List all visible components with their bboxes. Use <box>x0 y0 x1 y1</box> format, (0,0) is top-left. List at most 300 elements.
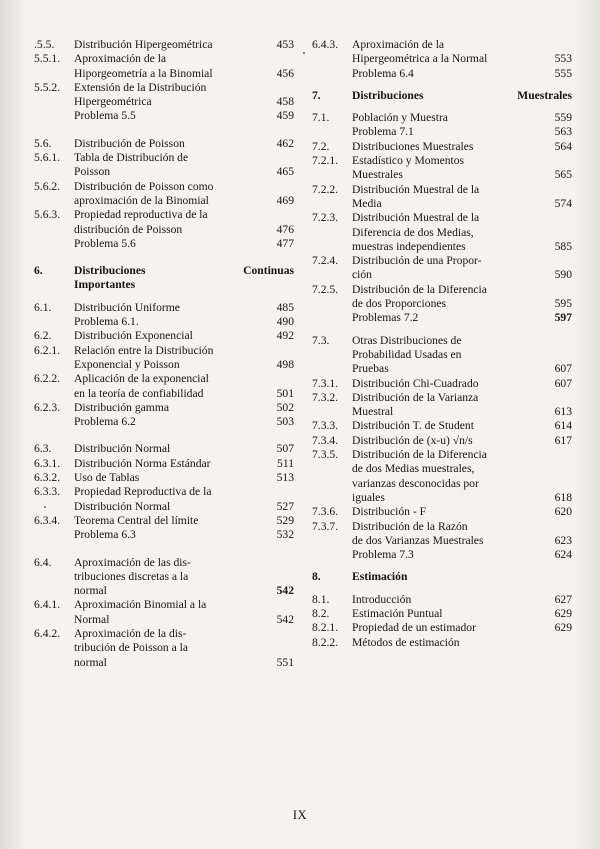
toc-entry[interactable] <box>312 607 574 621</box>
toc-entry-line <box>74 442 294 456</box>
toc-entry-title: Distribución Normal <box>74 442 171 456</box>
toc-entry-number: 6.4.3. <box>312 38 339 51</box>
toc-entry-line <box>74 528 294 542</box>
toc-entry-line <box>352 52 572 66</box>
toc-entry[interactable] <box>312 419 574 433</box>
toc-entry-page: 490 <box>276 315 294 329</box>
toc-entry-line <box>352 111 572 125</box>
toc-entry-line <box>74 627 294 641</box>
toc-entry-line <box>74 38 294 52</box>
toc-entry-line <box>352 283 572 297</box>
toc-entry-body <box>352 593 574 607</box>
toc-entry-title: Pruebas <box>352 362 389 376</box>
toc-entry[interactable] <box>312 448 574 505</box>
toc-entry-body <box>74 208 296 251</box>
toc-entry-line <box>74 656 294 670</box>
toc-entry-body <box>352 607 574 621</box>
toc-entry-title: Problema 6.1. <box>74 315 139 329</box>
toc-entry-line <box>74 151 294 165</box>
toc-entry[interactable] <box>312 593 574 607</box>
toc-entry-title: Hiporgeometría a la Binomial <box>74 66 213 80</box>
toc-entry-title: Propiedad de un estimador <box>352 621 476 635</box>
toc-entry-line <box>352 254 572 268</box>
toc-entry-title: Hipergeométrica <box>74 95 152 109</box>
toc-entry-line <box>352 211 572 225</box>
toc-entry-body <box>352 154 574 183</box>
toc-entry-page: 465 <box>276 165 294 179</box>
toc-entry-title: Aproximación de las dis- <box>74 555 191 569</box>
toc-column-left <box>34 38 296 670</box>
toc-entry-body <box>352 505 574 519</box>
toc-entry-line <box>74 401 294 415</box>
toc-entry-line <box>74 372 294 386</box>
toc-entry-title: Distribuciones Muestrales <box>352 139 474 153</box>
toc-entry[interactable] <box>34 471 296 485</box>
toc-entry-title: normal <box>74 584 107 598</box>
toc-entry-title: de dos Varianzas Muestrales <box>352 533 484 547</box>
toc-entry-number: 7.2. <box>312 139 330 153</box>
toc-entry-title: Propiedad Reproductiva de la <box>74 485 212 499</box>
toc-entry[interactable] <box>34 485 296 514</box>
toc-entry-body <box>352 448 574 505</box>
toc-entry-body <box>352 391 574 420</box>
toc-chapter-title-part1: Distribuciones <box>74 264 146 278</box>
toc-entry-line <box>352 621 572 635</box>
toc-entry-line <box>74 613 294 627</box>
toc-entry-line <box>74 570 294 584</box>
toc-entry-page: 511 <box>277 456 294 470</box>
toc-entry-line <box>352 268 572 282</box>
toc-entry-title: Distribución Chi-Cuadrado <box>352 376 479 390</box>
toc-entry[interactable] <box>34 442 296 456</box>
toc-entry[interactable] <box>312 254 574 283</box>
toc-entry-page: 551 <box>276 655 294 669</box>
toc-entry-number: 6.2.3. <box>34 400 61 414</box>
toc-entry-page: 456 <box>276 66 294 80</box>
toc-entry-body <box>74 301 296 330</box>
toc-entry-page: 498 <box>276 357 294 371</box>
page-left-edge-shadow <box>0 0 26 849</box>
toc-entry-line <box>352 140 572 154</box>
toc-entry-title: de dos Proporciones <box>352 297 447 311</box>
toc-entry-line <box>352 38 572 52</box>
toc-entry-line <box>74 237 294 251</box>
toc-entry-body <box>352 111 574 140</box>
toc-entry-body <box>352 520 574 563</box>
toc-entry-page: 607 <box>554 362 572 376</box>
toc-entry[interactable] <box>312 391 574 420</box>
toc-entry-page: 624 <box>554 548 572 562</box>
toc-entry-title: Estadístico y Momentos <box>352 154 465 168</box>
toc-entry-line <box>352 548 572 562</box>
toc-entry-title: varianzas desconocidas por <box>352 476 479 490</box>
toc-entry-title: Muestral <box>352 405 394 419</box>
toc-group-spacer <box>34 124 296 137</box>
toc-entry-page: 597 <box>554 311 572 325</box>
toc-entry[interactable] <box>312 283 574 326</box>
toc-entry-title: iguales <box>352 490 385 504</box>
toc-entry[interactable] <box>312 636 574 650</box>
toc-entry-number: 7.3. <box>312 333 330 347</box>
toc-entry-title: Distribución Muestral de la <box>352 211 480 225</box>
toc-group-spacer <box>312 585 574 593</box>
toc-group-spacer <box>34 293 296 301</box>
toc-entry-body <box>74 38 296 52</box>
toc-entry-page: 565 <box>554 168 572 182</box>
toc-entry-title: Extensión de la Distribución <box>74 80 207 94</box>
toc-entry-title: Distribución de Poisson <box>74 136 185 150</box>
toc-entry-line <box>74 165 294 179</box>
toc-entry-title: Distribución Normal <box>74 499 171 513</box>
toc-entry-line <box>352 67 572 81</box>
toc-entry-line <box>74 180 294 194</box>
toc-entry-title: Distribución de la Diferencia <box>352 448 487 462</box>
toc-chapter-number: 7. <box>312 88 321 102</box>
toc-entry-body <box>74 514 296 543</box>
toc-entry-title: Distribución de la Varianza <box>352 390 479 404</box>
toc-entry-line <box>74 137 294 151</box>
toc-entry-page: 453 <box>276 38 294 51</box>
toc-entry-body <box>352 254 574 283</box>
toc-entry-title: Hipergeométrica a la Normal <box>352 52 488 66</box>
toc-entry[interactable] <box>34 627 296 670</box>
toc-entry-page: 585 <box>554 239 572 253</box>
toc-entry-number: 7.1. <box>312 111 330 125</box>
toc-entry-page: 542 <box>276 584 294 598</box>
toc-entry-number: 6.2. <box>34 329 52 343</box>
toc-entry[interactable] <box>34 301 296 330</box>
toc-chapter[interactable] <box>34 264 296 293</box>
toc-entry-title: Introducción <box>352 592 412 606</box>
toc-entry-title: Aproximación de la <box>352 38 445 51</box>
toc-chapter-body <box>352 570 574 584</box>
toc-entry-number: 5.6. <box>34 136 52 150</box>
toc-entry-page: 629 <box>554 621 572 635</box>
toc-group-spacer <box>34 429 296 442</box>
toc-entry-page: 574 <box>554 196 572 210</box>
toc-entry[interactable] <box>34 344 296 373</box>
toc-entry-page: 529 <box>276 513 294 527</box>
toc-entry-line <box>74 81 294 95</box>
toc-entry-number: 5.5.2. <box>34 80 61 94</box>
toc-entry-line <box>352 183 572 197</box>
toc-entry-title: Normal <box>74 612 110 626</box>
toc-entry[interactable] <box>34 137 296 151</box>
toc-entry[interactable] <box>34 81 296 124</box>
toc-entry-number: 7.3.2. <box>312 390 339 404</box>
toc-entry-line <box>352 240 572 254</box>
toc-entry-body <box>352 434 574 448</box>
toc-entry-line <box>352 168 572 182</box>
toc-entry[interactable] <box>34 151 296 180</box>
toc-entry-title: ción <box>352 268 372 282</box>
toc-entry-number: 6.3.1. <box>34 456 61 470</box>
toc-entry-title: muestras independientes <box>352 239 466 253</box>
toc-entry-page: 553 <box>554 52 572 66</box>
toc-chapter-title-row <box>352 89 572 103</box>
toc-entry-number: 5.6.2. <box>34 179 61 193</box>
toc-entry-page: 563 <box>554 125 572 139</box>
toc-entry-body <box>352 377 574 391</box>
toc-entry-number: 7.3.7. <box>312 519 339 533</box>
toc-entry-line <box>352 405 572 419</box>
toc-entry-line <box>352 348 572 362</box>
toc-entry-line <box>352 226 572 240</box>
page-right-edge-shadow <box>574 0 600 849</box>
toc-entry-title: aproximación de la Binomial <box>74 193 209 207</box>
toc-chapter-title-part1: Estimación <box>352 570 408 584</box>
toc-entry[interactable] <box>34 556 296 599</box>
toc-entry-line <box>74 109 294 123</box>
toc-entry-body <box>74 137 296 151</box>
toc-entry-number: 8.2.2. <box>312 635 339 649</box>
toc-entry-line <box>74 457 294 471</box>
toc-entry-page: 620 <box>554 505 572 519</box>
toc-entry[interactable] <box>34 401 296 430</box>
toc-entry-title: normal <box>74 655 107 669</box>
toc-entry-body <box>352 283 574 326</box>
toc-entry-body <box>352 140 574 154</box>
toc-entry-line <box>74 344 294 358</box>
toc-chapter-body <box>74 264 296 293</box>
toc-entry-number: 7.2.4. <box>312 254 339 268</box>
toc-entry-title: de dos Medias muestrales, <box>352 462 475 476</box>
toc-entry-title: Distribución T. de Student <box>352 419 474 433</box>
toc-entry-line <box>352 362 572 376</box>
toc-entry-title: Problema 7.3 <box>352 548 414 562</box>
toc-entry-line <box>74 52 294 66</box>
toc-entry-page: 607 <box>554 376 572 390</box>
toc-entry-line <box>352 607 572 621</box>
toc-entry-page: 501 <box>276 386 294 400</box>
toc-entry-number: 7.2.2. <box>312 182 339 196</box>
toc-group-spacer <box>312 326 574 334</box>
toc-entry-number: 6.3.3. <box>34 485 61 499</box>
toc-entry-number: .5.5. <box>34 38 55 51</box>
toc-entry-page: 542 <box>276 612 294 626</box>
toc-entry-page: 503 <box>276 415 294 429</box>
toc-entry[interactable] <box>34 514 296 543</box>
toc-entry-page: 595 <box>554 297 572 311</box>
toc-entry-number: 6.4.1. <box>34 598 61 612</box>
toc-entry-number: 5.6.1. <box>34 151 61 165</box>
toc-entry-page: 629 <box>554 606 572 620</box>
scan-speck <box>303 52 305 54</box>
toc-entry-line <box>352 534 572 548</box>
toc-entry-title: Uso de Tablas <box>74 471 140 485</box>
toc-entry-line <box>74 514 294 528</box>
toc-entry-title: Tabla de Distribución de <box>74 151 189 165</box>
toc-entry-number: 8.1. <box>312 592 330 606</box>
toc-entry-line <box>352 297 572 311</box>
toc-entry-number: 7.3.4. <box>312 433 339 447</box>
toc-entry-body <box>352 636 574 650</box>
toc-entry-line <box>74 67 294 81</box>
toc-entry-line <box>74 387 294 401</box>
toc-entry-page: 559 <box>554 111 572 125</box>
toc-entry-page: 614 <box>554 419 572 433</box>
toc-entry-number: 7.3.1. <box>312 376 339 390</box>
toc-entry-page: 527 <box>276 499 294 513</box>
toc-entry-number: 6.4. <box>34 555 52 569</box>
toc-chapter-title-line2: Importantes <box>74 278 136 292</box>
toc-entry-title: Métodos de estimación <box>352 635 460 649</box>
toc-entry-number: 7.2.3. <box>312 211 339 225</box>
toc-entry-body <box>352 334 574 377</box>
toc-entry-page: 513 <box>276 471 294 485</box>
toc-entry-number: 7.3.5. <box>312 448 339 462</box>
toc-entry-title: Distribución - F <box>352 505 427 519</box>
toc-entry[interactable] <box>312 140 574 154</box>
toc-entry-number: 7.2.5. <box>312 282 339 296</box>
toc-entry-line <box>352 197 572 211</box>
toc-entry-title: Aproximación de la <box>74 52 167 66</box>
toc-entry-title: Exponencial y Poisson <box>74 357 180 371</box>
toc-entry-number: 7.2.1. <box>312 154 339 168</box>
toc-entry-line <box>352 462 572 476</box>
toc-entry-title: Probabilidad Usadas en <box>352 347 462 361</box>
toc-entry[interactable] <box>312 520 574 563</box>
toc-entry-title: Aproximación Binomial a la <box>74 598 207 612</box>
toc-entry-body <box>352 183 574 212</box>
toc-entry[interactable] <box>312 38 574 81</box>
toc-entry[interactable] <box>312 334 574 377</box>
toc-entry[interactable] <box>34 38 296 52</box>
toc-entry-body <box>74 471 296 485</box>
toc-entry-line <box>352 636 572 650</box>
toc-entry-body <box>74 442 296 456</box>
toc-entry[interactable] <box>34 372 296 401</box>
toc-entry-title: Distribución de la Razón <box>352 519 468 533</box>
toc-entry-page: 532 <box>276 528 294 542</box>
toc-entry-line <box>74 641 294 655</box>
toc-group-spacer <box>34 543 296 556</box>
toc-entry-title: Distribución Muestral de la <box>352 182 480 196</box>
toc-entry-body <box>74 344 296 373</box>
toc-entry-line <box>352 391 572 405</box>
toc-entry-body <box>352 211 574 254</box>
toc-entry-body <box>74 598 296 627</box>
toc-entry-title: Distribución Hipergeométrica <box>74 38 213 51</box>
toc-entry-line <box>74 598 294 612</box>
toc-entry-line <box>352 448 572 462</box>
toc-entry-body <box>74 556 296 599</box>
toc-entry-title: tribución de Poisson a la <box>74 641 188 655</box>
toc-entry-title: Distribución de una Propor- <box>352 254 482 268</box>
toc-chapter[interactable] <box>312 570 574 584</box>
toc-entry-page: 477 <box>276 236 294 250</box>
toc-entry-line <box>352 311 572 325</box>
toc-entry-line <box>352 377 572 391</box>
toc-entry-number: 6.2.2. <box>34 372 61 386</box>
toc-entry[interactable] <box>312 434 574 448</box>
toc-entry[interactable] <box>34 598 296 627</box>
toc-entry-body <box>352 621 574 635</box>
toc-entry-page: 555 <box>554 66 572 80</box>
toc-chapter-number: 6. <box>34 264 43 278</box>
toc-entry[interactable] <box>312 183 574 212</box>
toc-entry[interactable] <box>312 377 574 391</box>
toc-entry[interactable] <box>34 457 296 471</box>
toc-entry-page: 469 <box>276 193 294 207</box>
toc-chapter-title-part1: Distribuciones <box>352 88 424 102</box>
toc-entry-line <box>74 415 294 429</box>
toc-entry-body <box>74 81 296 124</box>
toc-entry-body <box>74 151 296 180</box>
toc-entry-body <box>352 38 574 81</box>
toc-entry-page: 459 <box>276 109 294 123</box>
toc-chapter[interactable] <box>312 89 574 103</box>
toc-entry-line <box>74 315 294 329</box>
toc-entry-body <box>352 419 574 433</box>
toc-entry[interactable] <box>312 505 574 519</box>
toc-entry-page: 564 <box>554 139 572 153</box>
toc-entry-body <box>74 372 296 401</box>
toc-entry-number: 7.3.6. <box>312 505 339 519</box>
toc-group-spacer <box>312 562 574 570</box>
toc-entry-title: Problemas 7.2 <box>352 311 419 325</box>
toc-entry-title: Población y Muestra <box>352 111 448 125</box>
toc-entry-body <box>74 401 296 430</box>
toc-entry[interactable] <box>312 154 574 183</box>
toc-entry-line <box>74 95 294 109</box>
toc-entry-body <box>74 627 296 670</box>
toc-entry-title: Problema 5.5 <box>74 109 136 123</box>
toc-entry-title: distribución de Poisson <box>74 222 183 236</box>
toc-entry-title: Otras Distribuciones de <box>352 333 462 347</box>
toc-entry-number: 5.6.3. <box>34 208 61 222</box>
toc-entry-title: Problema 6.3 <box>74 528 136 542</box>
toc-column-right <box>312 38 574 650</box>
toc-entry-body <box>74 180 296 209</box>
toc-entry-page: 618 <box>554 490 572 504</box>
toc-entry-title: Media <box>352 196 382 210</box>
toc-entry-title: Teorema Central del límite <box>74 513 199 527</box>
toc-chapter-body <box>352 89 574 103</box>
toc-group-spacer <box>312 103 574 111</box>
toc-entry-body <box>74 329 296 343</box>
toc-entry-body <box>74 52 296 81</box>
toc-entry[interactable] <box>312 111 574 140</box>
toc-entry-line <box>352 491 572 505</box>
toc-entry[interactable] <box>312 621 574 635</box>
toc-entry-line <box>74 208 294 222</box>
toc-entry-page: 458 <box>276 95 294 109</box>
toc-group-spacer <box>34 251 296 264</box>
toc-entry-line <box>352 593 572 607</box>
toc-entry-number: 8.2. <box>312 606 330 620</box>
toc-chapter-title-part2: Continuas <box>243 264 294 278</box>
toc-entry-page: 613 <box>554 405 572 419</box>
toc-entry[interactable] <box>34 329 296 343</box>
toc-entry-line <box>74 485 294 499</box>
toc-entry-title: Problema 6.2 <box>74 415 136 429</box>
toc-entry-line <box>74 500 294 514</box>
toc-group-spacer <box>312 81 574 89</box>
toc-entry[interactable] <box>34 52 296 81</box>
toc-entry[interactable] <box>34 208 296 251</box>
toc-entry-line <box>74 556 294 570</box>
toc-entry-line <box>352 477 572 491</box>
toc-entry-line <box>352 520 572 534</box>
toc-entry-title: Poisson <box>74 165 111 179</box>
toc-entry[interactable] <box>312 211 574 254</box>
toc-entry-line <box>74 471 294 485</box>
toc-entry-line <box>74 194 294 208</box>
toc-entry-line <box>352 419 572 433</box>
toc-entry-title: Distribución Norma Estándar <box>74 456 211 470</box>
toc-entry[interactable] <box>34 180 296 209</box>
